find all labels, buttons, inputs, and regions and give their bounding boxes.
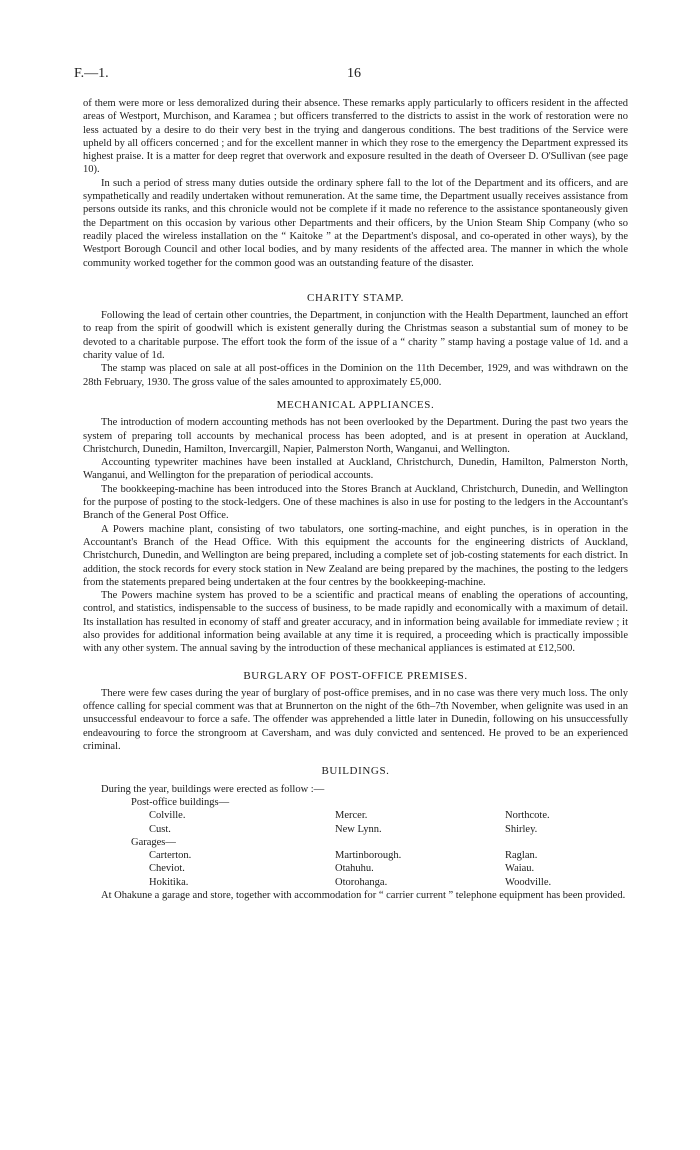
garage-name: Woodville. <box>505 876 552 888</box>
charity-paragraph-1: Following the lead of certain other countries, the Department, in conjunction with the Health Department, launched an effort to reap from the spirit of goodwill which is existent generally during the Christmas season a substantial sum of money to be devoted to a charitable purpose. The effort took the form of the issue of a “ charity ” stamp having a postage value of 1d. and a charity value of 1d. <box>83 310 628 362</box>
mechanical-paragraph-2: Accounting typewriter machines have been installed at Auckland, Christchurch, Dunedin, Hamilton, Palmerston North, Wanganui, and Wellington for the preparation of periodical accounts. <box>83 457 628 482</box>
buildings-heading: BUILDINGS. <box>321 765 390 778</box>
burglary-heading: BURGLARY OF POST-OFFICE PREMISES. <box>243 669 468 682</box>
charity-paragraph-2: The stamp was placed on sale at all post-offices in the Dominion on the 11th December, 1929, and was withdrawn on the 28th February, 1930. The gross value of the sales amounted to approximately £5,000. <box>83 363 628 388</box>
building-name: Cust. <box>149 823 171 835</box>
page-number: 16 <box>347 66 361 81</box>
garages-list <box>83 849 628 889</box>
building-name: New Lynn. <box>335 823 382 835</box>
intro-paragraph-2: In such a period of stress many duties outside the ordinary sphere fall to the lot of the Department and its officers, and are sympathetically and readily undertaken without remuneration. At the same time, the Department usually receives assistance from persons outside its ranks, and this chronicle would not be complete if it made no reference to the assistance spontaneously given the Department on this occasion by various other Departments and their officers, by the Union Steam Ship Company (who so readily placed the wireless installation on the “ Kaitoke ” at the Department's disposal, and co-operated in other ways), by the Westport Borough Council and other local bodies, and by many residents of the affected area. The manner in which the whole community worked together for the common good was an outstanding feature of the disaster. <box>83 177 628 269</box>
buildings-closing-paragraph: At Ohakune a garage and store, together with accommodation for “ carrier current ” telephone equipment has been provided. <box>101 890 626 902</box>
post-office-buildings-label: Post-office buildings— <box>131 796 230 808</box>
building-name: Colville. <box>149 810 186 822</box>
page-header <box>74 66 634 84</box>
mechanical-appliances-heading: MECHANICAL APPLIANCES. <box>276 398 435 411</box>
garage-name: Carterton. <box>149 850 192 862</box>
building-name: Northcote. <box>505 810 550 822</box>
building-name: Mercer. <box>335 810 368 822</box>
buildings-intro: During the year, buildings were erected as follow :— <box>101 783 325 795</box>
report-reference: F.—1. <box>74 66 109 81</box>
building-name: Shirley. <box>505 823 538 835</box>
post-office-buildings-list <box>83 809 628 836</box>
garage-name: Otahuhu. <box>335 863 374 875</box>
mechanical-paragraph-1: The introduction of modern accounting methods has not been overlooked by the Department. During the past two years the system of preparing toll accounts by mechanical process has been adopted, and is at present in operation at Auckland, Christchurch, Dunedin, Hamilton, Invercargill, Napier, Palmerston North, Wanganui, and Wellington. <box>83 417 628 455</box>
charity-stamp-heading: CHARITY STAMP. <box>307 291 404 304</box>
intro-paragraph-1: of them were more or less demoralized during their absence. These remarks apply particularly to officers resident in the affected areas of Westport, Murchison, and Karamea ; but officers transferred to the districts to assist in the work of restoration were no less actuated by a desire to do their very best in the trying and dangerous conditions. The best traditions of the Service were upheld by all officers concerned ; and for the excellent manner in which they rose to the emergency the Department expressed its highest praise. It is a matter for deep regret that overwork and exposure resulted in the death of Overseer D. O'Sullivan (see page 10). <box>83 98 628 176</box>
garage-name: Otorohanga. <box>335 876 388 888</box>
garage-name: Martinborough. <box>335 850 402 862</box>
garages-label: Garages— <box>131 836 176 848</box>
document-body <box>83 97 628 902</box>
burglary-paragraph: There were few cases during the year of burglary of post-office premises, and in no case was there very much loss. The only offence calling for special comment was that at Brunnerton on the night of the 6th–7th November, when gelignite was used in an unsuccessful endeavour to force a safe. The offender was apprehended a little later in Dunedin, following on his unsuccessfully endeavouring to force the strongroom at Caversham, and was duly convicted and sentenced. He proved to be an experienced criminal. <box>83 687 628 753</box>
mechanical-paragraph-4: A Powers machine plant, consisting of two tabulators, one sorting-machine, and eight punches, is in operation in the Accountant's Branch of the Head Office. With this equipment the accounts for the engineering districts of Auckland, Christchurch, Dunedin, and Wellington are being prepared, including a complete set of job-costing statements for each district. In addition, the stock records for every stock station in New Zealand are being prepared by the machines, the posting to the ledgers from the statements prepared being undertaken at the four centres by the bookkeeping-machine. <box>83 523 628 588</box>
garage-name: Hokitika. <box>149 876 189 888</box>
mechanical-paragraph-3: The bookkeeping-machine has been introduced into the Stores Branch at Auckland, Christchurch, Dunedin, and Wellington for the purpose of posting to the stock-ledgers. One of these machines is also in use for posting to the ledgers in the Accountant's Branch of the General Post Office. <box>83 483 628 522</box>
garage-name: Cheviot. <box>149 863 185 875</box>
garage-name: Waiau. <box>505 863 535 875</box>
mechanical-paragraph-5: The Powers machine system has proved to be a scientific and practical means of enabling the operations of accounting, control, and statistics, indispensable to the success of business, to be made rapidly and economically with a maximum of detail. Its installation has resulted in economy of staff and greater accuracy, and in information being available for immediate review ; it also provides for additional information being available at any time it is required, a proceeding which is practically impossible with any other system. The annual saving by the introduction of these mechanical appliances is estimated at £12,500. <box>83 590 628 655</box>
garage-name: Raglan. <box>505 850 538 862</box>
